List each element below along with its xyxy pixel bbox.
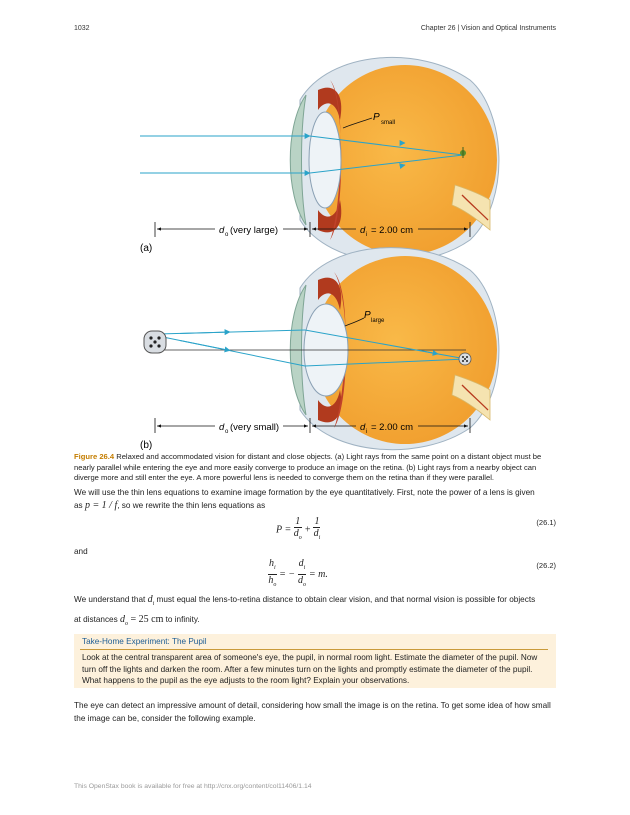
eq1-num-2: 1	[314, 516, 320, 527]
di-symbol-a: d	[360, 225, 366, 236]
para2-text-c: at distances	[74, 615, 118, 624]
equation-number-26-1: (26.1)	[536, 518, 556, 527]
eq2-d-o: d	[298, 575, 303, 586]
eq1-den-2: d	[313, 528, 319, 539]
para2-text-a: We understand that	[74, 595, 146, 604]
do-label-b: (very small)	[230, 422, 280, 433]
eye-diagram-relaxed	[140, 57, 499, 262]
experiment-body: Look at the central transparent area of someone's eye, the pupil, in normal room light. Estimate the diameter of the pupil. Now turn off the lights and darken the room. After a few minutes turn on the lights and promptly estimate the diameter of the pupil. What happens to the pupil as the eye adjusts to the room light? Explain your observations.	[82, 653, 538, 685]
di-symbol-b: d	[360, 422, 366, 433]
eq1-lhs: P	[276, 524, 282, 536]
lens-power-sub-a: small	[381, 120, 396, 126]
lens-power-label-a: P	[373, 112, 380, 123]
para2-do-symbol: d	[119, 614, 125, 625]
do-sub-b: o	[225, 429, 229, 435]
para2-do-value: = 25 cm	[130, 614, 164, 625]
power-definition-math: p = 1 / f	[84, 500, 118, 511]
do-symbol-b: d	[219, 422, 225, 433]
equation-number-26-2: (26.2)	[536, 561, 556, 570]
paragraph-detail: The eye can detect an impressive amount of detail, considering how small the image is on the retina. To get some idea of how small the image can be, consider the following example.	[74, 701, 551, 723]
caption-text: Relaxed and accommodated vision for distant and close objects. (a) Light rays from the same point on a distant object must be nearly parallel while entering the eye and more easily converge to produce an image on the retina. (b) Light rays from a nearby object can diverge more and still enter the eye. A more powerful lens is needed to converge them on the retina than if they were parallel.	[74, 452, 542, 482]
eq1-den-1-sub: o	[298, 535, 302, 541]
para2-di-symbol: d	[147, 594, 153, 605]
figure-caption	[74, 452, 556, 484]
eq1-den-2-sub: i	[318, 535, 321, 541]
do-label-a: (very large)	[230, 225, 279, 236]
di-label-a: = 2.00 cm	[371, 225, 413, 236]
di-sub-a: i	[366, 232, 368, 238]
eye-diagram-accommodated	[140, 248, 499, 451]
experiment-title-rule	[80, 649, 548, 650]
para1-text-c: , so we rewrite the thin lens equations as	[117, 501, 266, 510]
lens-power-sub-b: large	[371, 318, 385, 324]
eq2-d-i: d	[298, 558, 304, 569]
panel-label-a: (a)	[140, 243, 153, 254]
panel-label-b: (b)	[140, 440, 153, 451]
eq2-d-o-sub: o	[303, 582, 306, 588]
and-text: and	[74, 547, 88, 556]
do-symbol-a: d	[219, 225, 225, 236]
equation-26-2: $\frac{h_i}{h_o}$ = − $\frac{d_i}{d_o}$ = m.	[268, 558, 328, 588]
eq2-h-i: h	[269, 558, 274, 569]
running-header: Chapter 26 | Vision and Optical Instruments	[420, 25, 556, 32]
lens-power-label-b: P	[364, 310, 371, 321]
eq1-den-1: d	[293, 528, 299, 539]
eq1-num-1: 1	[295, 516, 301, 527]
paragraph-thin-lens-intro	[74, 486, 556, 512]
para1-text-a: We will use the thin lens equations to examine image formation by the eye quantitatively. First, note the power of a lens is given	[74, 488, 535, 497]
equation-26-1: P = $\frac{1}{d_o}$ + $\frac{1}{d_i}$	[276, 516, 321, 541]
eq2-h-o-sub: o	[273, 582, 277, 588]
para2-di-sub: i	[152, 601, 155, 607]
paragraph-retina-distance	[74, 592, 556, 632]
experiment-title: Take-Home Experiment: The Pupil	[82, 637, 207, 646]
di-sub-b: i	[366, 429, 368, 435]
para1-text-b: as	[74, 501, 83, 510]
eq2-d-i-sub: i	[303, 565, 306, 571]
eq2-h-i-sub: i	[274, 565, 276, 571]
caption-label: Figure 26.4	[74, 452, 115, 461]
eq2-h-o: h	[268, 575, 274, 586]
eq2-rhs: = m.	[308, 568, 328, 580]
do-sub-a: o	[225, 232, 229, 238]
para2-text-d: to infinity.	[165, 615, 200, 624]
page-number: 1032	[74, 25, 90, 32]
para2-text-b: must equal the lens-to-retina distance to obtain clear vision, and that normal vision is possible for objects	[156, 595, 536, 604]
footer-text: This OpenStax book is available for free at http://cnx.org/content/col11406/1.14	[74, 783, 312, 790]
di-label-b: = 2.00 cm	[371, 422, 413, 433]
para2-do-sub: o	[124, 621, 128, 627]
